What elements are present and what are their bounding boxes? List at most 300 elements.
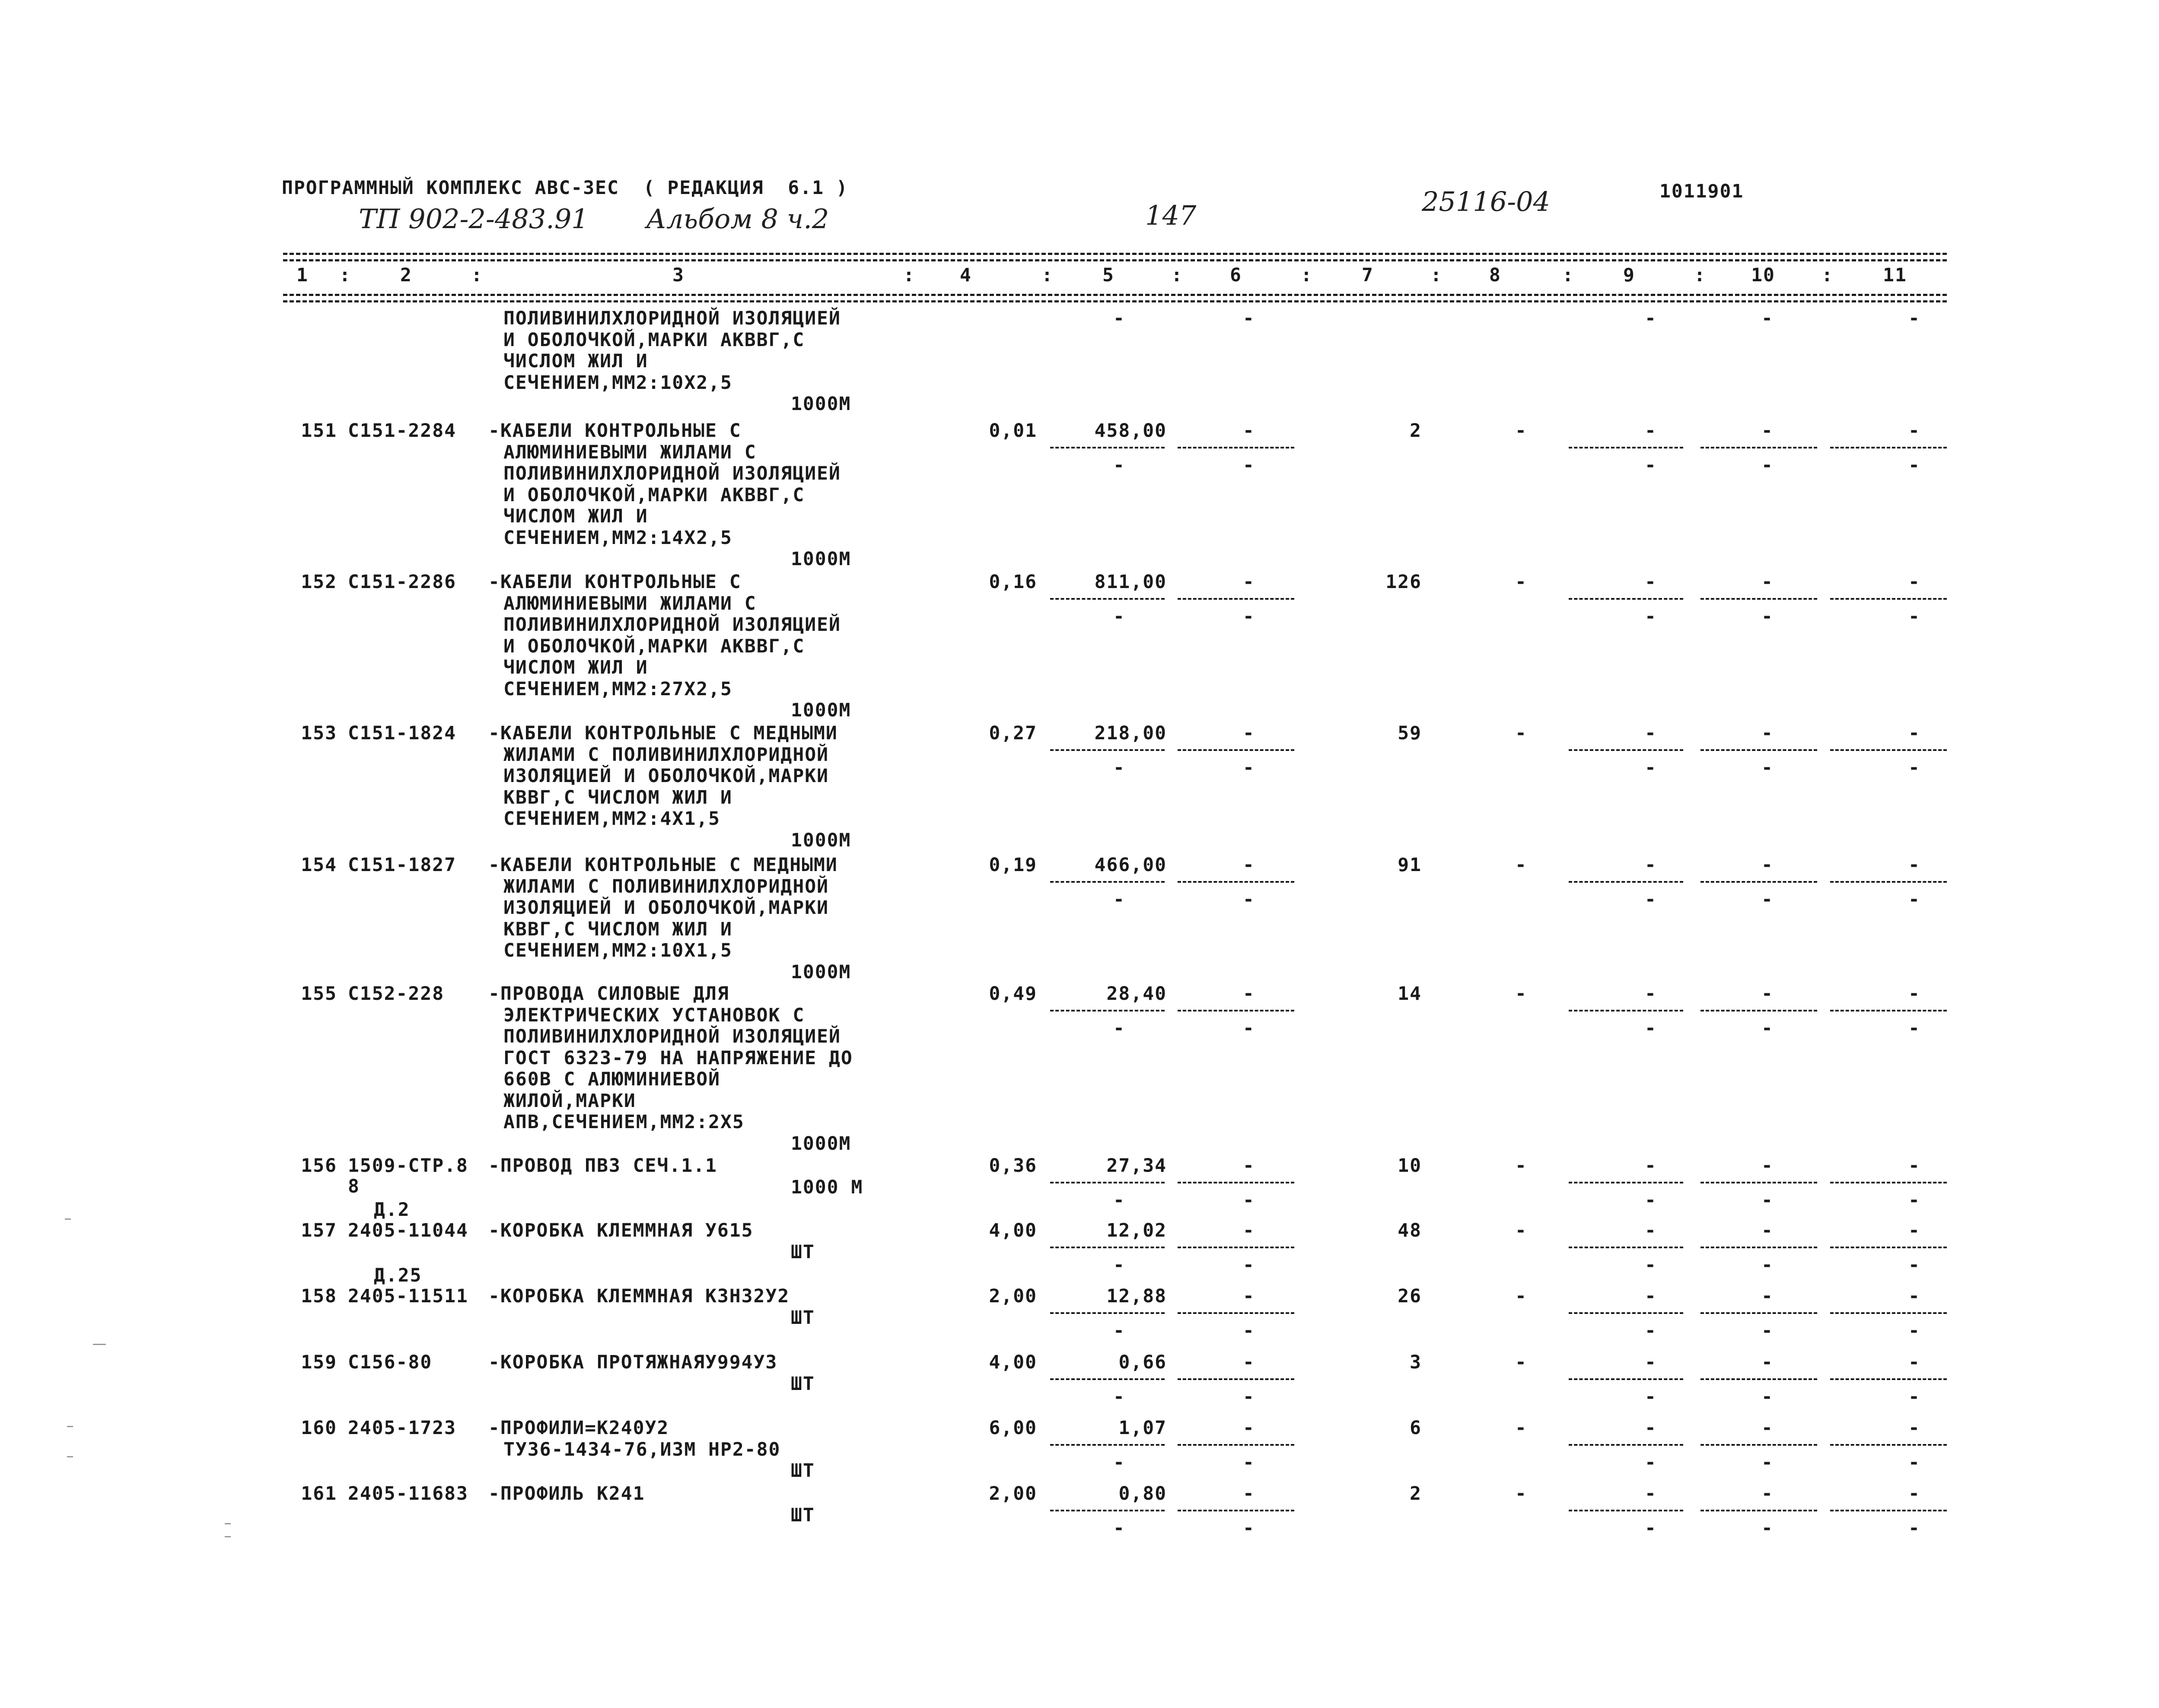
row-subtotal-dash: - [1645, 889, 1657, 910]
program-title: ПРОГРАММНЫЙ КОМПЛЕКС АВС-3ЕС ( РЕДАКЦИЯ 6.1 ) [282, 177, 848, 199]
row-description-line: КВВГ,С ЧИСЛОМ ЖИЛ И [503, 918, 732, 940]
row-subtotal-rule [1700, 881, 1817, 883]
row-subtotal-dash: - [1645, 606, 1657, 627]
row-description-line: АПВ,СЕЧЕНИЕМ,ММ2:2Х5 [503, 1111, 745, 1133]
row-subtotal-dash: - [1908, 1517, 1920, 1539]
row-code: 2405-11683 [348, 1483, 468, 1504]
row-col10-value: - [1761, 1417, 1774, 1439]
row-unit: ШТ [791, 1307, 815, 1329]
row-description-line: -КОРОБКА КЛЕММНАЯ К3Н32У2 [488, 1285, 790, 1307]
row-subtotal-dash: - [1645, 1452, 1657, 1473]
row-subtotal-rule [1050, 1312, 1165, 1314]
row-subtotal-rule [1830, 1182, 1947, 1183]
header-rule-bottom [283, 294, 1947, 296]
row-col11-value: - [1908, 1155, 1920, 1177]
row-subtotal-rule [1569, 1312, 1683, 1314]
row-subtotal-dash: - [1243, 757, 1255, 779]
row-description-line: ИЗОЛЯЦИЕЙ И ОБОЛОЧКОЙ,МАРКИ [503, 897, 829, 919]
row-number: 159 [301, 1352, 337, 1373]
row-subtotal-dash: - [1645, 1320, 1657, 1342]
row-code: С156-80 [348, 1352, 433, 1373]
row-col7-value: 2 [1410, 420, 1422, 442]
row-col8-value: - [1515, 854, 1527, 876]
row-col7-value: 10 [1398, 1155, 1422, 1177]
row-code-secondary: Д.2 [374, 1199, 410, 1221]
row-unit: ШТ [791, 1460, 815, 1482]
row-col11-value: - [1908, 1285, 1920, 1307]
row-subtotal-dash: - [1761, 1254, 1774, 1276]
row-col10-value: - [1761, 420, 1774, 442]
row-col10-value: - [1761, 1220, 1774, 1241]
row-subtotal-dash: - [1243, 1254, 1255, 1276]
row-col5-value: 811,00 [1094, 571, 1167, 593]
row-col7-value: 26 [1398, 1285, 1422, 1307]
row-col6-value: - [1243, 1220, 1255, 1241]
continuation-dash: - [1113, 308, 1125, 329]
row-subtotal-dash: - [1243, 1320, 1255, 1342]
row-col6-value: - [1243, 854, 1255, 876]
row-subtotal-rule [1050, 1510, 1165, 1511]
row-subtotal-dash: - [1113, 1190, 1125, 1211]
row-col6-value: - [1243, 1417, 1255, 1439]
row-description-line: ЭЛЕКТРИЧЕСКИХ УСТАНОВОК С [503, 1004, 805, 1026]
row-subtotal-dash: - [1761, 1190, 1774, 1211]
row-unit: 1000 М [791, 1177, 863, 1198]
row-subtotal-dash: - [1908, 606, 1920, 627]
row-subtotal-rule [1178, 1247, 1294, 1248]
row-subtotal-dash: - [1908, 1018, 1920, 1039]
row-col9-value: - [1645, 1285, 1657, 1307]
row-subtotal-rule [1700, 1510, 1817, 1511]
row-subtotal-rule [1700, 1312, 1817, 1314]
row-col7-value: 2 [1410, 1483, 1422, 1504]
row-col11-value: - [1908, 854, 1920, 876]
row-subtotal-rule [1050, 1378, 1165, 1380]
row-col11-value: - [1908, 1220, 1920, 1241]
handwritten-reference: 25116-04 [1422, 186, 1551, 217]
handwritten-page-number: 147 [1145, 200, 1197, 231]
row-col6-value: - [1243, 1352, 1255, 1373]
row-number: 155 [301, 983, 337, 1005]
header-rule-top-2 [283, 259, 1947, 261]
column-number-7: 7 [1362, 264, 1374, 286]
row-description-line: И ОБОЛОЧКОЙ,МАРКИ АКВВГ,С [503, 484, 805, 506]
row-subtotal-dash: - [1645, 1190, 1657, 1211]
row-col5-value: 12,02 [1106, 1220, 1167, 1241]
row-subtotal-rule [1569, 1444, 1683, 1446]
column-number-11: 11 [1883, 264, 1907, 286]
continuation-dash: - [1645, 308, 1657, 329]
row-subtotal-dash: - [1113, 757, 1125, 779]
row-subtotal-dash: - [1761, 757, 1774, 779]
row-col8-value: - [1515, 1285, 1527, 1307]
row-description-line: ПОЛИВИНИЛХЛОРИДНОЙ ИЗОЛЯЦИЕЙ [503, 463, 841, 484]
row-subtotal-dash: - [1761, 606, 1774, 627]
column-number-4: 4 [960, 264, 972, 286]
row-unit: 1000М [791, 548, 851, 570]
row-description-line: ИЗОЛЯЦИЕЙ И ОБОЛОЧКОЙ,МАРКИ [503, 765, 829, 787]
continuation-desc-line: ЧИСЛОМ ЖИЛ И [503, 350, 648, 372]
row-subtotal-dash: - [1243, 606, 1255, 627]
row-description-line: ЖИЛАМИ С ПОЛИВИНИЛХЛОРИДНОЙ [503, 875, 829, 897]
row-subtotal-dash: - [1908, 1452, 1920, 1473]
column-number-6: 6 [1230, 264, 1242, 286]
row-subtotal-dash: - [1243, 455, 1255, 476]
row-subtotal-rule [1569, 1247, 1683, 1248]
row-unit: ШТ [791, 1504, 815, 1526]
margin-mark [225, 1536, 231, 1537]
row-subtotal-rule [1050, 598, 1165, 600]
handwritten-project-number: ТП 902-2-483.91 [359, 203, 589, 235]
row-col5-value: 27,34 [1106, 1155, 1167, 1177]
row-subtotal-dash: - [1761, 1320, 1774, 1342]
row-col10-value: - [1761, 1483, 1774, 1504]
row-description-line: ТУ36-1434-76,ИЗМ НР2-80 [503, 1438, 781, 1460]
row-description-line: СЕЧЕНИЕМ,ММ2:14Х2,5 [503, 527, 732, 549]
continuation-unit: 1000М [791, 393, 851, 415]
row-subtotal-rule [1700, 447, 1817, 448]
row-col10-value: - [1761, 1285, 1774, 1307]
row-col8-value: - [1515, 1417, 1527, 1439]
row-description-line: -КАБЕЛИ КОНТРОЛЬНЫЕ С [488, 571, 742, 593]
continuation-dash: - [1908, 308, 1920, 329]
row-description-line: ЧИСЛОМ ЖИЛ И [503, 657, 648, 678]
row-description-line: -ПРОФИЛЬ К241 [488, 1483, 645, 1504]
row-code: 2405-11044 [348, 1220, 468, 1241]
row-col9-value: - [1645, 983, 1657, 1005]
row-col4-value: 0,49 [989, 983, 1037, 1005]
header-rule-bottom-2 [283, 300, 1947, 302]
row-subtotal-dash: - [1645, 1517, 1657, 1539]
row-number: 158 [301, 1285, 337, 1307]
row-col9-value: - [1645, 854, 1657, 876]
row-description-line: ЧИСЛОМ ЖИЛ И [503, 506, 648, 527]
row-description-line: СЕЧЕНИЕМ,ММ2:10Х1,5 [503, 940, 732, 961]
row-subtotal-rule [1830, 598, 1947, 600]
row-unit: ШТ [791, 1373, 815, 1395]
margin-mark [225, 1523, 231, 1524]
row-subtotal-dash: - [1908, 889, 1920, 910]
row-col11-value: - [1908, 722, 1920, 744]
row-description-line: АЛЮМИНИЕВЫМИ ЖИЛАМИ С [503, 441, 757, 463]
header-rule-top [283, 253, 1947, 255]
row-subtotal-rule [1830, 1247, 1947, 1248]
row-col5-value: 1,07 [1118, 1417, 1167, 1439]
row-subtotal-dash: - [1908, 455, 1920, 476]
row-subtotal-dash: - [1243, 889, 1255, 910]
row-subtotal-rule [1830, 1444, 1947, 1446]
row-code: 2405-1723 [348, 1417, 456, 1439]
row-col10-value: - [1761, 1155, 1774, 1177]
row-col5-value: 458,00 [1094, 420, 1167, 442]
row-subtotal-dash: - [1113, 1254, 1125, 1276]
row-col10-value: - [1761, 1352, 1774, 1373]
row-col8-value: - [1515, 722, 1527, 744]
row-subtotal-rule [1569, 447, 1683, 448]
row-description-line: -КАБЕЛИ КОНТРОЛЬНЫЕ С [488, 420, 742, 442]
row-col4-value: 0,16 [989, 571, 1037, 593]
row-subtotal-rule [1178, 598, 1294, 600]
row-col6-value: - [1243, 1483, 1255, 1504]
row-subtotal-rule [1050, 1010, 1165, 1011]
column-separator: : [471, 264, 483, 286]
row-col9-value: - [1645, 722, 1657, 744]
row-col11-value: - [1908, 1483, 1920, 1504]
row-col4-value: 0,27 [989, 722, 1037, 744]
row-col6-value: - [1243, 722, 1255, 744]
row-description-line: -ПРОВОД ПВЗ СЕЧ.1.1 [488, 1155, 717, 1177]
row-col9-value: - [1645, 1483, 1657, 1504]
row-col7-value: 48 [1398, 1220, 1422, 1241]
row-subtotal-dash: - [1645, 1254, 1657, 1276]
row-description-line: ЖИЛОЙ,МАРКИ [503, 1090, 636, 1112]
margin-mark [65, 1218, 71, 1220]
row-subtotal-dash: - [1761, 1517, 1774, 1539]
row-description-line: 660В С АЛЮМИНИЕВОЙ [503, 1069, 720, 1090]
row-code: С151-2284 [348, 420, 456, 442]
row-col7-value: 59 [1398, 722, 1422, 744]
row-col7-value: 126 [1385, 571, 1422, 593]
row-number: 152 [301, 571, 337, 593]
column-number-8: 8 [1489, 264, 1501, 286]
column-separator: : [1430, 264, 1443, 286]
row-subtotal-dash: - [1761, 1018, 1774, 1039]
continuation-desc-line: СЕЧЕНИЕМ,ММ2:10Х2,5 [503, 372, 732, 394]
row-number: 160 [301, 1417, 337, 1439]
row-col8-value: - [1515, 983, 1527, 1005]
row-code-secondary: 8 [348, 1176, 360, 1197]
row-subtotal-rule [1569, 1378, 1683, 1380]
row-subtotal-rule [1830, 881, 1947, 883]
column-separator: : [1041, 264, 1054, 286]
row-col6-value: - [1243, 1285, 1255, 1307]
row-col4-value: 0,19 [989, 854, 1037, 876]
row-col9-value: - [1645, 1155, 1657, 1177]
row-subtotal-dash: - [1113, 1452, 1125, 1473]
row-col8-value: - [1515, 1155, 1527, 1177]
row-subtotal-rule [1569, 1010, 1683, 1011]
row-col8-value: - [1515, 571, 1527, 593]
row-col11-value: - [1908, 1352, 1920, 1373]
row-subtotal-rule [1178, 1312, 1294, 1314]
row-subtotal-rule [1050, 447, 1165, 448]
row-description-line: ПОЛИВИНИЛХЛОРИДНОЙ ИЗОЛЯЦИЕЙ [503, 614, 841, 636]
row-col8-value: - [1515, 1483, 1527, 1504]
row-col9-value: - [1645, 1352, 1657, 1373]
row-subtotal-rule [1569, 598, 1683, 600]
row-unit: 1000М [791, 961, 851, 983]
row-number: 157 [301, 1220, 337, 1241]
row-col9-value: - [1645, 571, 1657, 593]
row-col6-value: - [1243, 1155, 1255, 1177]
row-unit: 1000М [791, 829, 851, 851]
row-code-secondary: Д.25 [374, 1265, 422, 1286]
row-subtotal-dash: - [1761, 889, 1774, 910]
continuation-desc-line: ПОЛИВИНИЛХЛОРИДНОЙ ИЗОЛЯЦИЕЙ [503, 308, 841, 329]
margin-mark [93, 1344, 106, 1345]
row-subtotal-dash: - [1908, 757, 1920, 779]
row-subtotal-rule [1569, 881, 1683, 883]
row-unit: ШТ [791, 1241, 815, 1263]
row-description-line: -КАБЕЛИ КОНТРОЛЬНЫЕ С МЕДНЫМИ [488, 854, 838, 876]
row-col4-value: 2,00 [989, 1285, 1037, 1307]
row-subtotal-rule [1700, 1444, 1817, 1446]
row-description-line: -КАБЕЛИ КОНТРОЛЬНЫЕ С МЕДНЫМИ [488, 722, 838, 744]
column-number-5: 5 [1102, 264, 1115, 286]
row-code: С151-2286 [348, 571, 456, 593]
row-number: 156 [301, 1155, 337, 1177]
column-separator: : [1562, 264, 1574, 286]
row-col5-value: 218,00 [1094, 722, 1167, 744]
row-col4-value: 0,36 [989, 1155, 1037, 1177]
row-col6-value: - [1243, 983, 1255, 1005]
row-subtotal-rule [1178, 1182, 1294, 1183]
row-col11-value: - [1908, 1417, 1920, 1439]
margin-mark [67, 1456, 73, 1457]
row-col4-value: 0,01 [989, 420, 1037, 442]
row-col5-value: 28,40 [1106, 983, 1167, 1005]
row-subtotal-rule [1569, 749, 1683, 751]
row-subtotal-rule [1178, 1378, 1294, 1380]
row-subtotal-rule [1050, 749, 1165, 751]
row-col7-value: 6 [1410, 1417, 1422, 1439]
row-description-line: КВВГ,С ЧИСЛОМ ЖИЛ И [503, 786, 732, 808]
row-subtotal-dash: - [1113, 1018, 1125, 1039]
row-subtotal-dash: - [1645, 1386, 1657, 1408]
row-col9-value: - [1645, 420, 1657, 442]
row-code: С151-1827 [348, 854, 456, 876]
row-subtotal-rule [1830, 447, 1947, 448]
row-code: 1509-СТР.8 [348, 1155, 468, 1177]
column-number-9: 9 [1623, 264, 1635, 286]
row-col4-value: 6,00 [989, 1417, 1037, 1439]
row-col11-value: - [1908, 983, 1920, 1005]
row-subtotal-rule [1050, 881, 1165, 883]
margin-mark [67, 1426, 73, 1427]
row-subtotal-rule [1830, 749, 1947, 751]
row-col11-value: - [1908, 420, 1920, 442]
row-col4-value: 2,00 [989, 1483, 1037, 1504]
column-separator: : [339, 264, 351, 286]
row-subtotal-dash: - [1113, 1320, 1125, 1342]
continuation-dash: - [1243, 308, 1255, 329]
row-col10-value: - [1761, 983, 1774, 1005]
row-subtotal-rule [1700, 1247, 1817, 1248]
row-description-line: ПОЛИВИНИЛХЛОРИДНОЙ ИЗОЛЯЦИЕЙ [503, 1026, 841, 1047]
row-col7-value: 91 [1398, 854, 1422, 876]
column-separator: : [1694, 264, 1706, 286]
row-description-line: ЖИЛАМИ С ПОЛИВИНИЛХЛОРИДНОЙ [503, 744, 829, 766]
row-unit: 1000М [791, 700, 851, 721]
row-col7-value: 14 [1398, 983, 1422, 1005]
row-description-line: СЕЧЕНИЕМ,ММ2:4Х1,5 [503, 808, 720, 830]
row-subtotal-rule [1569, 1510, 1683, 1511]
row-col6-value: - [1243, 420, 1255, 442]
continuation-desc-line: И ОБОЛОЧКОЙ,МАРКИ АКВВГ,С [503, 329, 805, 351]
row-subtotal-dash: - [1113, 606, 1125, 627]
row-subtotal-dash: - [1761, 1452, 1774, 1473]
row-subtotal-dash: - [1761, 455, 1774, 476]
row-description-line: ГОСТ 6323-79 НА НАПРЯЖЕНИЕ ДО [503, 1047, 853, 1069]
row-subtotal-dash: - [1243, 1190, 1255, 1211]
row-subtotal-dash: - [1113, 1386, 1125, 1408]
row-number: 153 [301, 722, 337, 744]
row-subtotal-dash: - [1908, 1320, 1920, 1342]
row-subtotal-rule [1178, 1010, 1294, 1011]
row-subtotal-rule [1178, 1444, 1294, 1446]
row-description-line: АЛЮМИНИЕВЫМИ ЖИЛАМИ С [503, 592, 757, 614]
row-subtotal-rule [1178, 881, 1294, 883]
row-subtotal-rule [1700, 1182, 1817, 1183]
row-subtotal-rule [1700, 1378, 1817, 1380]
row-subtotal-rule [1178, 447, 1294, 448]
column-separator: : [903, 264, 915, 286]
row-col4-value: 4,00 [989, 1352, 1037, 1373]
document-code: 1011901 [1659, 181, 1744, 202]
row-col7-value: 3 [1410, 1352, 1422, 1373]
row-subtotal-rule [1830, 1312, 1947, 1314]
row-subtotal-rule [1700, 1010, 1817, 1011]
row-col8-value: - [1515, 420, 1527, 442]
row-subtotal-dash: - [1243, 1452, 1255, 1473]
column-separator: : [1301, 264, 1313, 286]
row-code: С152-228 [348, 983, 445, 1005]
row-col10-value: - [1761, 854, 1774, 876]
row-unit: 1000М [791, 1132, 851, 1155]
row-subtotal-rule [1569, 1182, 1683, 1183]
column-number-3: 3 [672, 264, 685, 286]
row-subtotal-rule [1050, 1182, 1165, 1183]
row-col4-value: 4,00 [989, 1220, 1037, 1241]
row-number: 161 [301, 1483, 337, 1504]
row-subtotal-rule [1700, 749, 1817, 751]
column-separator: : [1171, 264, 1183, 286]
row-description-line: -КОРОБКА КЛЕММНАЯ У615 [488, 1220, 754, 1241]
row-description-line: И ОБОЛОЧКОЙ,МАРКИ АКВВГ,С [503, 635, 805, 657]
row-subtotal-dash: - [1908, 1386, 1920, 1408]
row-subtotal-dash: - [1645, 1018, 1657, 1039]
row-col6-value: - [1243, 571, 1255, 593]
row-subtotal-dash: - [1243, 1386, 1255, 1408]
row-col10-value: - [1761, 571, 1774, 593]
row-subtotal-dash: - [1645, 757, 1657, 779]
column-number-10: 10 [1751, 264, 1775, 286]
row-subtotal-dash: - [1908, 1254, 1920, 1276]
row-subtotal-dash: - [1243, 1517, 1255, 1539]
row-code: 2405-11511 [348, 1285, 468, 1307]
row-subtotal-rule [1050, 1444, 1165, 1446]
row-subtotal-dash: - [1243, 1018, 1255, 1039]
row-number: 151 [301, 420, 337, 442]
row-code: С151-1824 [348, 722, 456, 744]
handwritten-album: Альбом 8 ч.2 [646, 203, 829, 235]
row-col5-value: 466,00 [1094, 854, 1167, 876]
continuation-dash: - [1761, 308, 1774, 329]
row-number: 154 [301, 854, 337, 876]
row-col8-value: - [1515, 1352, 1527, 1373]
row-col8-value: - [1515, 1220, 1527, 1241]
row-col10-value: - [1761, 722, 1774, 744]
row-description-line: -КОРОБКА ПРОТЯЖНАЯУ994У3 [488, 1352, 778, 1373]
row-subtotal-rule [1178, 1510, 1294, 1511]
row-subtotal-rule [1830, 1378, 1947, 1380]
row-subtotal-dash: - [1113, 455, 1125, 476]
row-subtotal-rule [1830, 1010, 1947, 1011]
row-subtotal-rule [1700, 598, 1817, 600]
row-subtotal-dash: - [1113, 1517, 1125, 1539]
row-col5-value: 12,88 [1106, 1285, 1167, 1307]
row-description-line: СЕЧЕНИЕМ,ММ2:27Х2,5 [503, 678, 732, 700]
